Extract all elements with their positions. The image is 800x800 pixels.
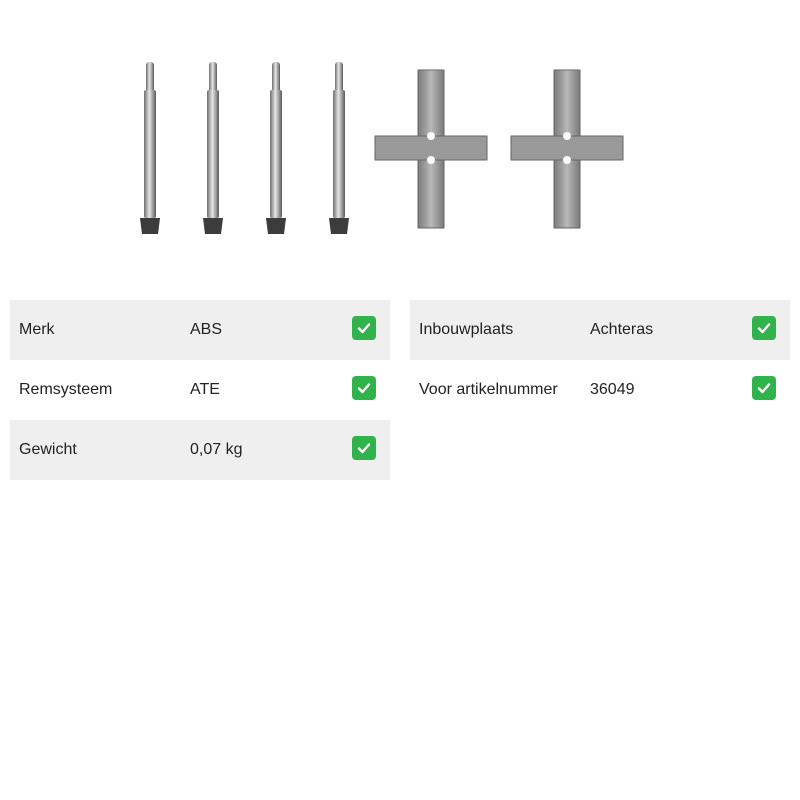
spec-label: Voor artikelnummer (419, 381, 558, 398)
spec-row-inbouwplaats (410, 300, 790, 360)
spec-label: Merk (19, 321, 55, 338)
spec-value: ATE (190, 381, 220, 398)
checkmark-icon (752, 316, 776, 340)
spec-table-right (410, 300, 790, 420)
spec-row-merk (10, 300, 390, 360)
spec-table-left (10, 300, 390, 480)
spec-row-gewicht (10, 420, 390, 480)
checkmark-icon (352, 436, 376, 460)
checkmark-icon (352, 376, 376, 400)
spec-value: Achteras (590, 321, 654, 338)
spec-row-remsysteem (10, 360, 390, 420)
guide-pin-icon (266, 62, 286, 234)
spring-clip-icon (511, 70, 623, 228)
spec-value: 36049 (590, 381, 635, 398)
spec-value: 0,07 kg (190, 441, 243, 458)
spec-label: Inbouwplaats (419, 321, 514, 338)
spec-label: Gewicht (19, 441, 77, 458)
spec-value: ABS (190, 321, 223, 338)
guide-pin-icon (329, 62, 349, 234)
guide-pin-icon (140, 62, 160, 234)
product-image (120, 50, 640, 250)
checkmark-icon (352, 316, 376, 340)
spring-clip-icon (375, 70, 487, 228)
spec-row-voor-artikelnummer (410, 360, 790, 420)
checkmark-icon (752, 376, 776, 400)
guide-pin-icon (203, 62, 223, 234)
spec-label: Remsysteem (19, 381, 113, 398)
